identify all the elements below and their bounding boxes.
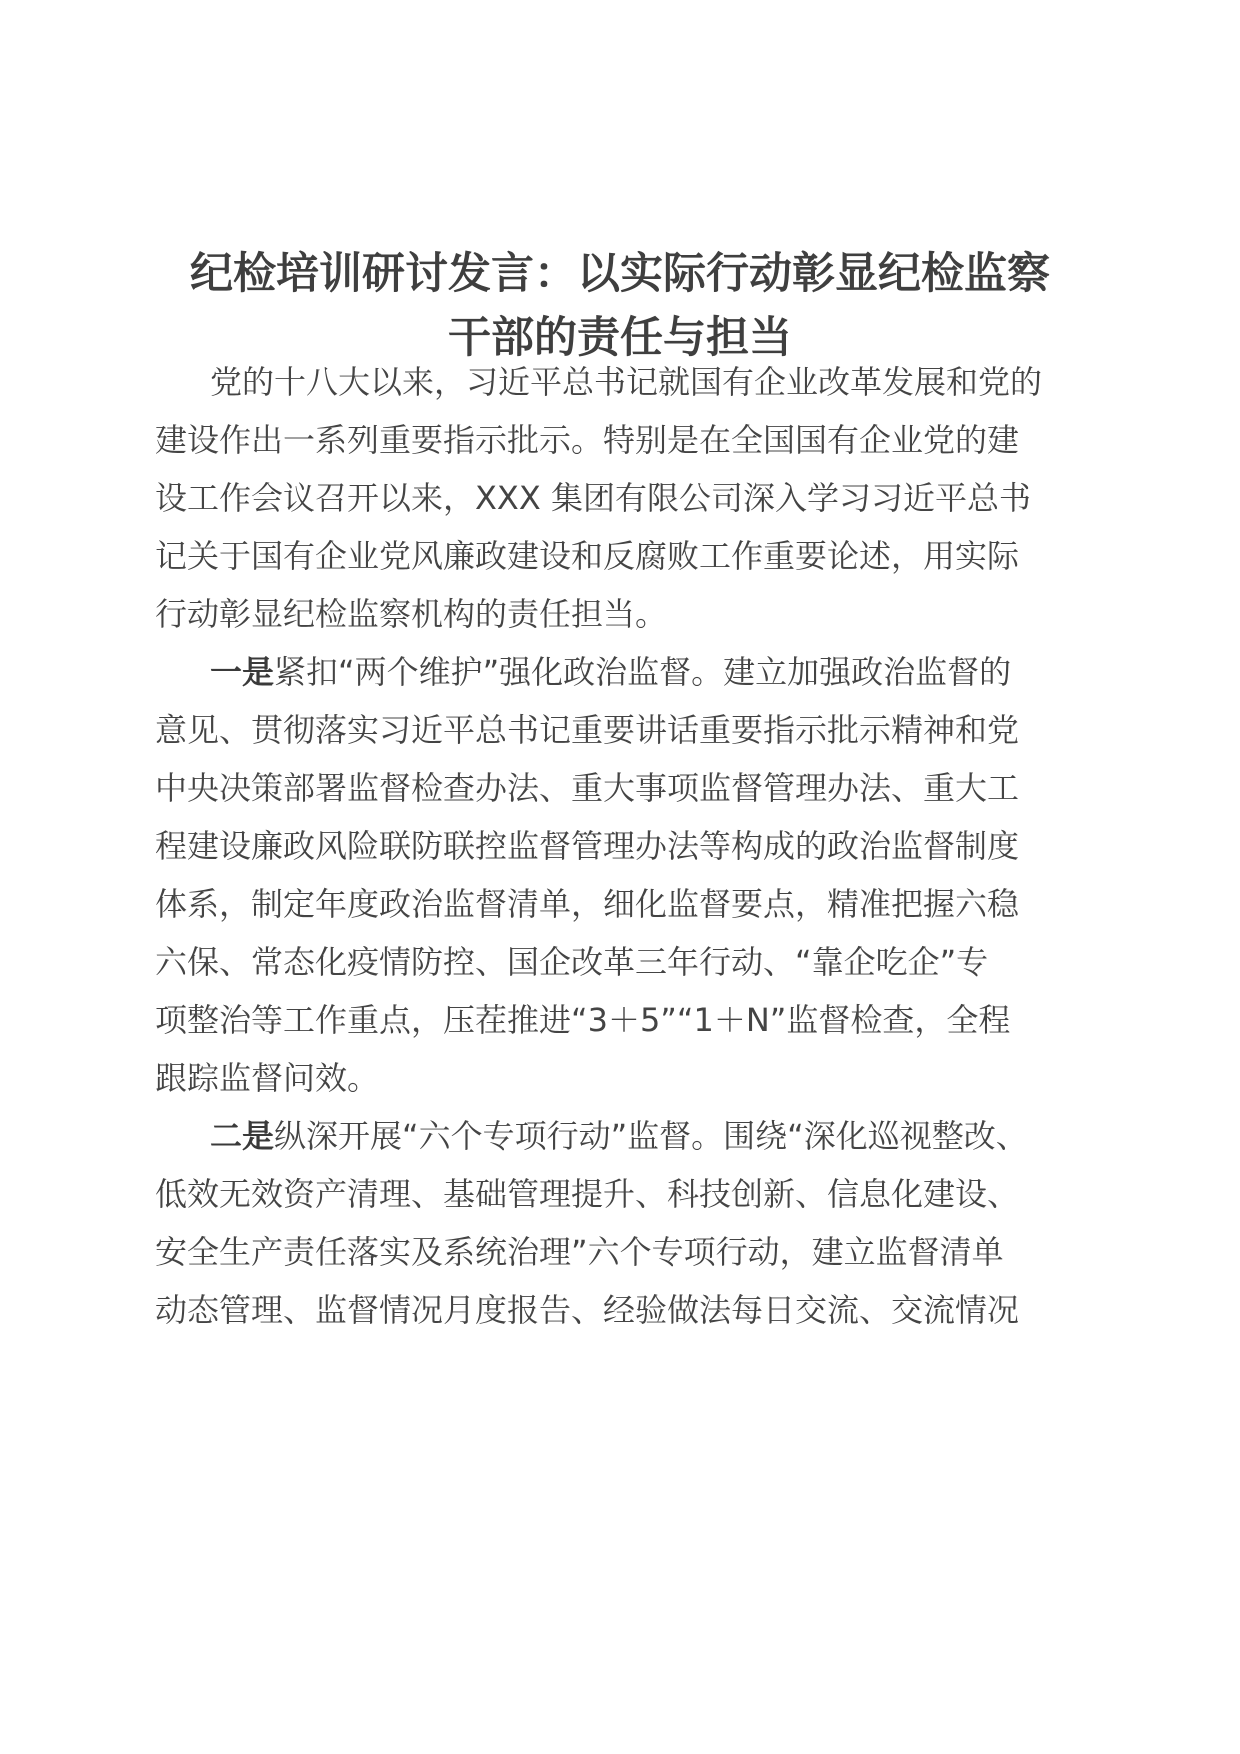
point1-lead: 一是: [210, 653, 275, 691]
point1-line: 中央决策部署监督检查办法、重大事项监督管理办法、重大工: [155, 769, 1020, 807]
point2-line: 低效无效资产清理、基础管理提升、科技创新、信息化建设、: [155, 1175, 1020, 1213]
point2-line: 安全生产责任落实及系统治理”六个专项行动，建立监督清单: [155, 1233, 1004, 1271]
intro-line: 设工作会议召开以来，XXX 集团有限公司深入学习习近平总书: [155, 479, 1031, 517]
document-title-line-1: 纪检培训研讨发言：以实际行动彰显纪检监察: [190, 249, 1050, 299]
point2-line: 动态管理、监督情况月度报告、经验做法每日交流、交流情况: [155, 1291, 1020, 1329]
intro-line: 建设作出一系列重要指示批示。特别是在全国国有企业党的建: [155, 421, 1020, 459]
point2-first-line: [210, 1116, 1028, 1156]
point2-lead: 二是: [210, 1117, 275, 1155]
point1-first-line: [210, 652, 1011, 692]
document-title-line-2: 干部的责任与担当: [448, 313, 792, 363]
intro-line: 行动彰显纪检监察机构的责任担当。: [155, 595, 668, 633]
point1-first-text: 紧扣“两个维护”强化政治监督。建立加强政治监督的: [274, 653, 1012, 691]
point1-line: 六保、常态化疫情防控、国企改革三年行动、“靠企吃企”专: [155, 943, 989, 981]
point1-line: 跟踪监督问效。: [155, 1059, 380, 1097]
point1-line: 体系，制定年度政治监督清单，细化监督要点，精准把握六稳: [155, 885, 1020, 923]
intro-line: 记关于国有企业党风廉政建设和反腐败工作重要论述，用实际: [155, 537, 1020, 575]
point1-line: 程建设廉政风险联防联控监督管理办法等构成的政治监督制度: [155, 827, 1020, 865]
point1-line: 项整治等工作重点，压茬推进“3＋5”“1＋N”监督检查，全程: [155, 1001, 1011, 1039]
intro-line: 党的十八大以来，习近平总书记就国有企业改革发展和党的: [210, 363, 1043, 401]
point1-line: 意见、贯彻落实习近平总书记重要讲话重要指示批示精神和党: [155, 711, 1020, 749]
point2-first-text: 纵深开展“六个专项行动”监督。围绕“深化巡视整改、: [274, 1117, 1028, 1155]
